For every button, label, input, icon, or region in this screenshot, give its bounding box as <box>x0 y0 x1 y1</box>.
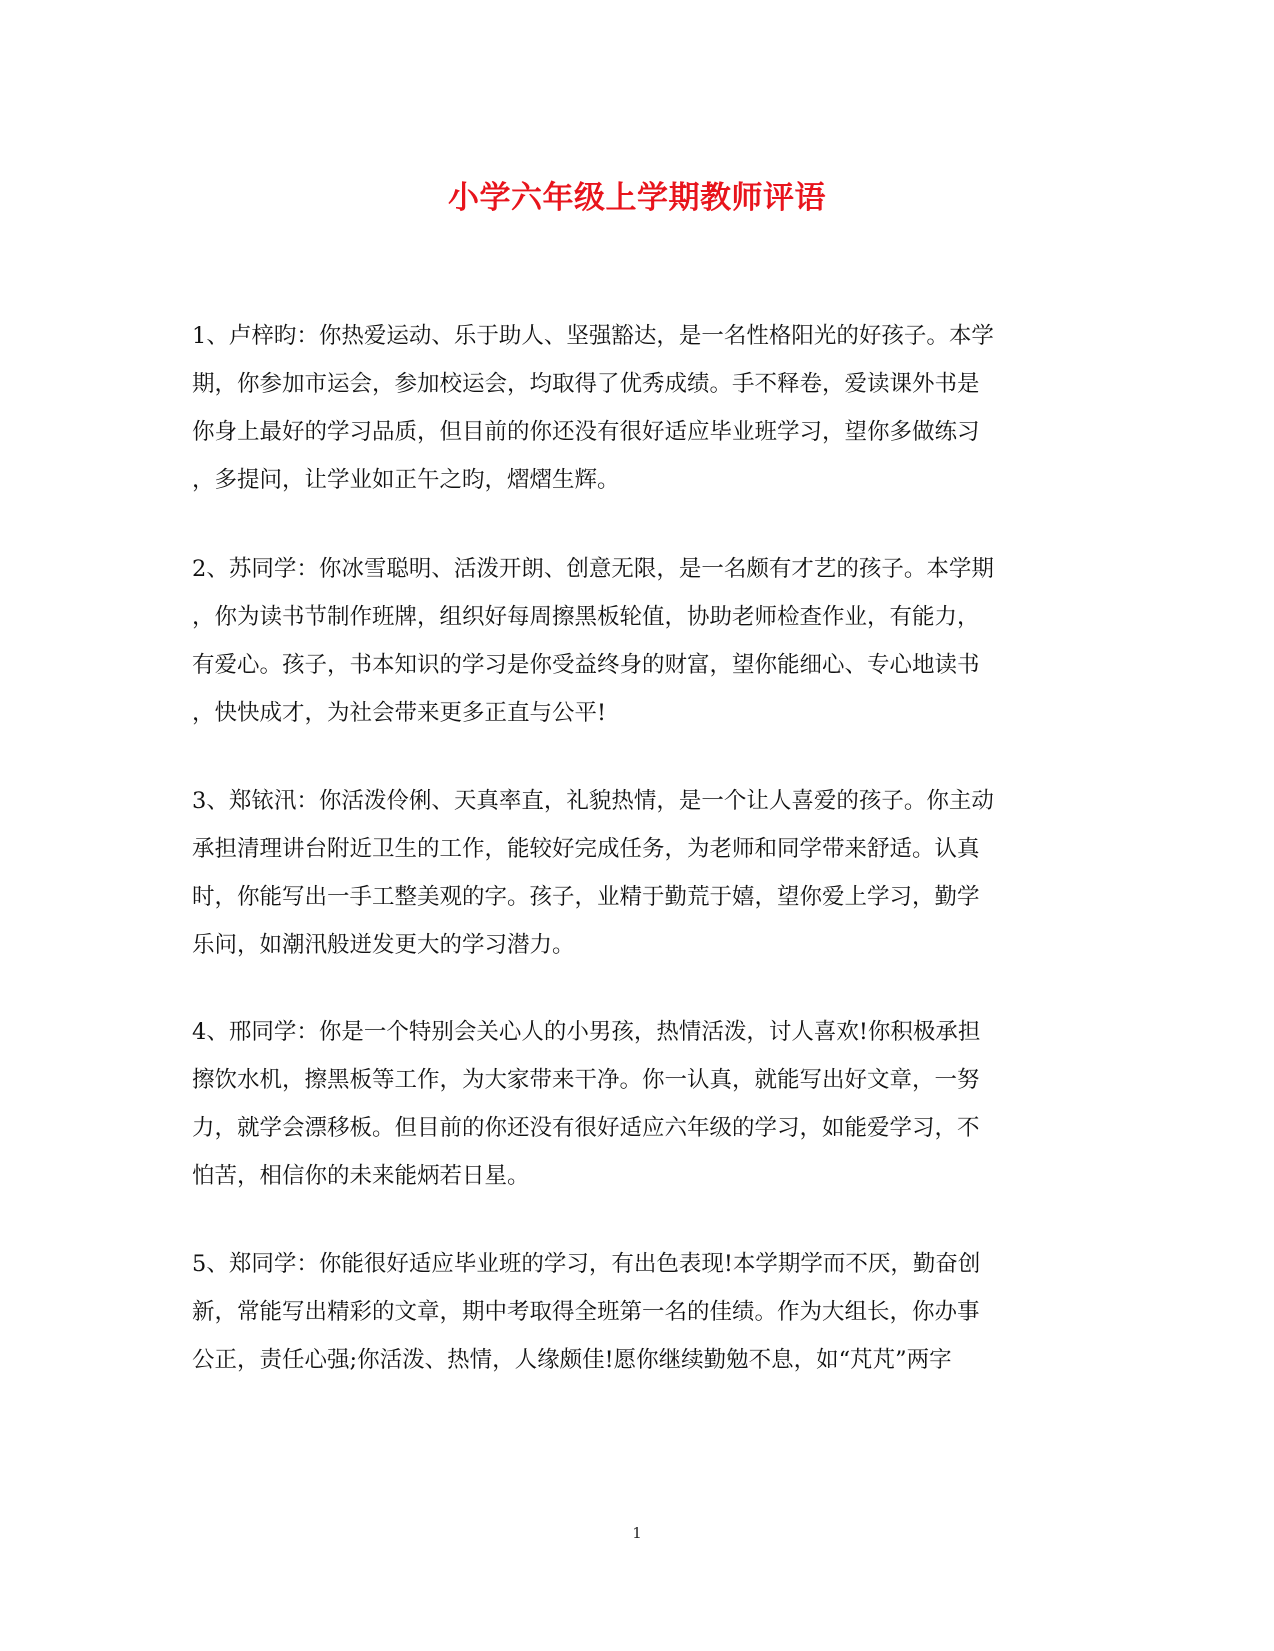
entry-line: 你身上最好的学习品质，但目前的你还没有很好适应毕业班学习，望你多做练习 <box>192 419 980 445</box>
entry-line: 期，你参加市运会，参加校运会，均取得了优秀成绩。手不释卷，爱读课外书是 <box>192 371 980 397</box>
entry-line: ，快快成才，为社会带来更多正直与公平! <box>192 700 607 726</box>
entry-line: 擦饮水机，擦黑板等工作，为大家带来干净。你一认真，就能写出好文章，一努 <box>192 1067 980 1093</box>
entry-line: 公正，责任心强;你活泼、热情，人缘颇佳!愿你继续勤勉不息，如“芃芃”两字 <box>192 1347 952 1373</box>
page-number: 1 <box>632 1524 642 1542</box>
comment-entry-3 <box>192 777 1092 969</box>
entry-line: 4、邢同学：你是一个特别会关心人的小男孩，热情活泼，讨人喜欢!你积极承担 <box>192 1019 981 1045</box>
entry-line: 3、郑铱汛：你活泼伶俐、天真率直，礼貌热情，是一个让人喜爱的孩子。你主动 <box>192 788 994 814</box>
entry-line: 时，你能写出一手工整美观的字。孩子，业精于勤荒于嬉，望你爱上学习，勤学 <box>192 884 980 910</box>
entry-line: 怕苦，相信你的未来能炳若日星。 <box>192 1163 530 1189</box>
comment-entry-5 <box>192 1240 1092 1384</box>
entry-line: 力，就学会漂移板。但目前的你还没有很好适应六年级的学习，如能爱学习，不 <box>192 1115 980 1141</box>
entry-line: 新，常能写出精彩的文章，期中考取得全班第一名的佳绩。作为大组长，你办事 <box>192 1299 980 1325</box>
entry-line: 乐问，如潮汛般迸发更大的学习潜力。 <box>192 932 575 958</box>
entry-line: 1、卢梓昀：你热爱运动、乐于助人、坚强豁达，是一名性格阳光的好孩子。本学 <box>192 323 994 349</box>
comment-entry-2 <box>192 545 1092 737</box>
entry-line: 2、苏同学：你冰雪聪明、活泼开朗、创意无限，是一名颇有才艺的孩子。本学期 <box>192 556 994 582</box>
entry-line: ，多提问，让学业如正午之昀，熠熠生辉。 <box>192 467 620 493</box>
comment-entry-4 <box>192 1008 1092 1200</box>
entry-line: 有爱心。孩子，书本知识的学习是你受益终身的财富，望你能细心、专心地读书 <box>192 652 980 678</box>
document-title: 小学六年级上学期教师评语 <box>448 180 826 216</box>
comment-entry-1 <box>192 312 1092 504</box>
entry-line: ，你为读书节制作班牌，组织好每周擦黑板轮值，协助老师检查作业，有能力， <box>192 604 980 630</box>
entry-line: 承担清理讲台附近卫生的工作，能较好完成任务，为老师和同学带来舒适。认真 <box>192 836 980 862</box>
entry-line: 5、郑同学：你能很好适应毕业班的学习，有出色表现!本学期学而不厌，勤奋创 <box>192 1251 981 1277</box>
